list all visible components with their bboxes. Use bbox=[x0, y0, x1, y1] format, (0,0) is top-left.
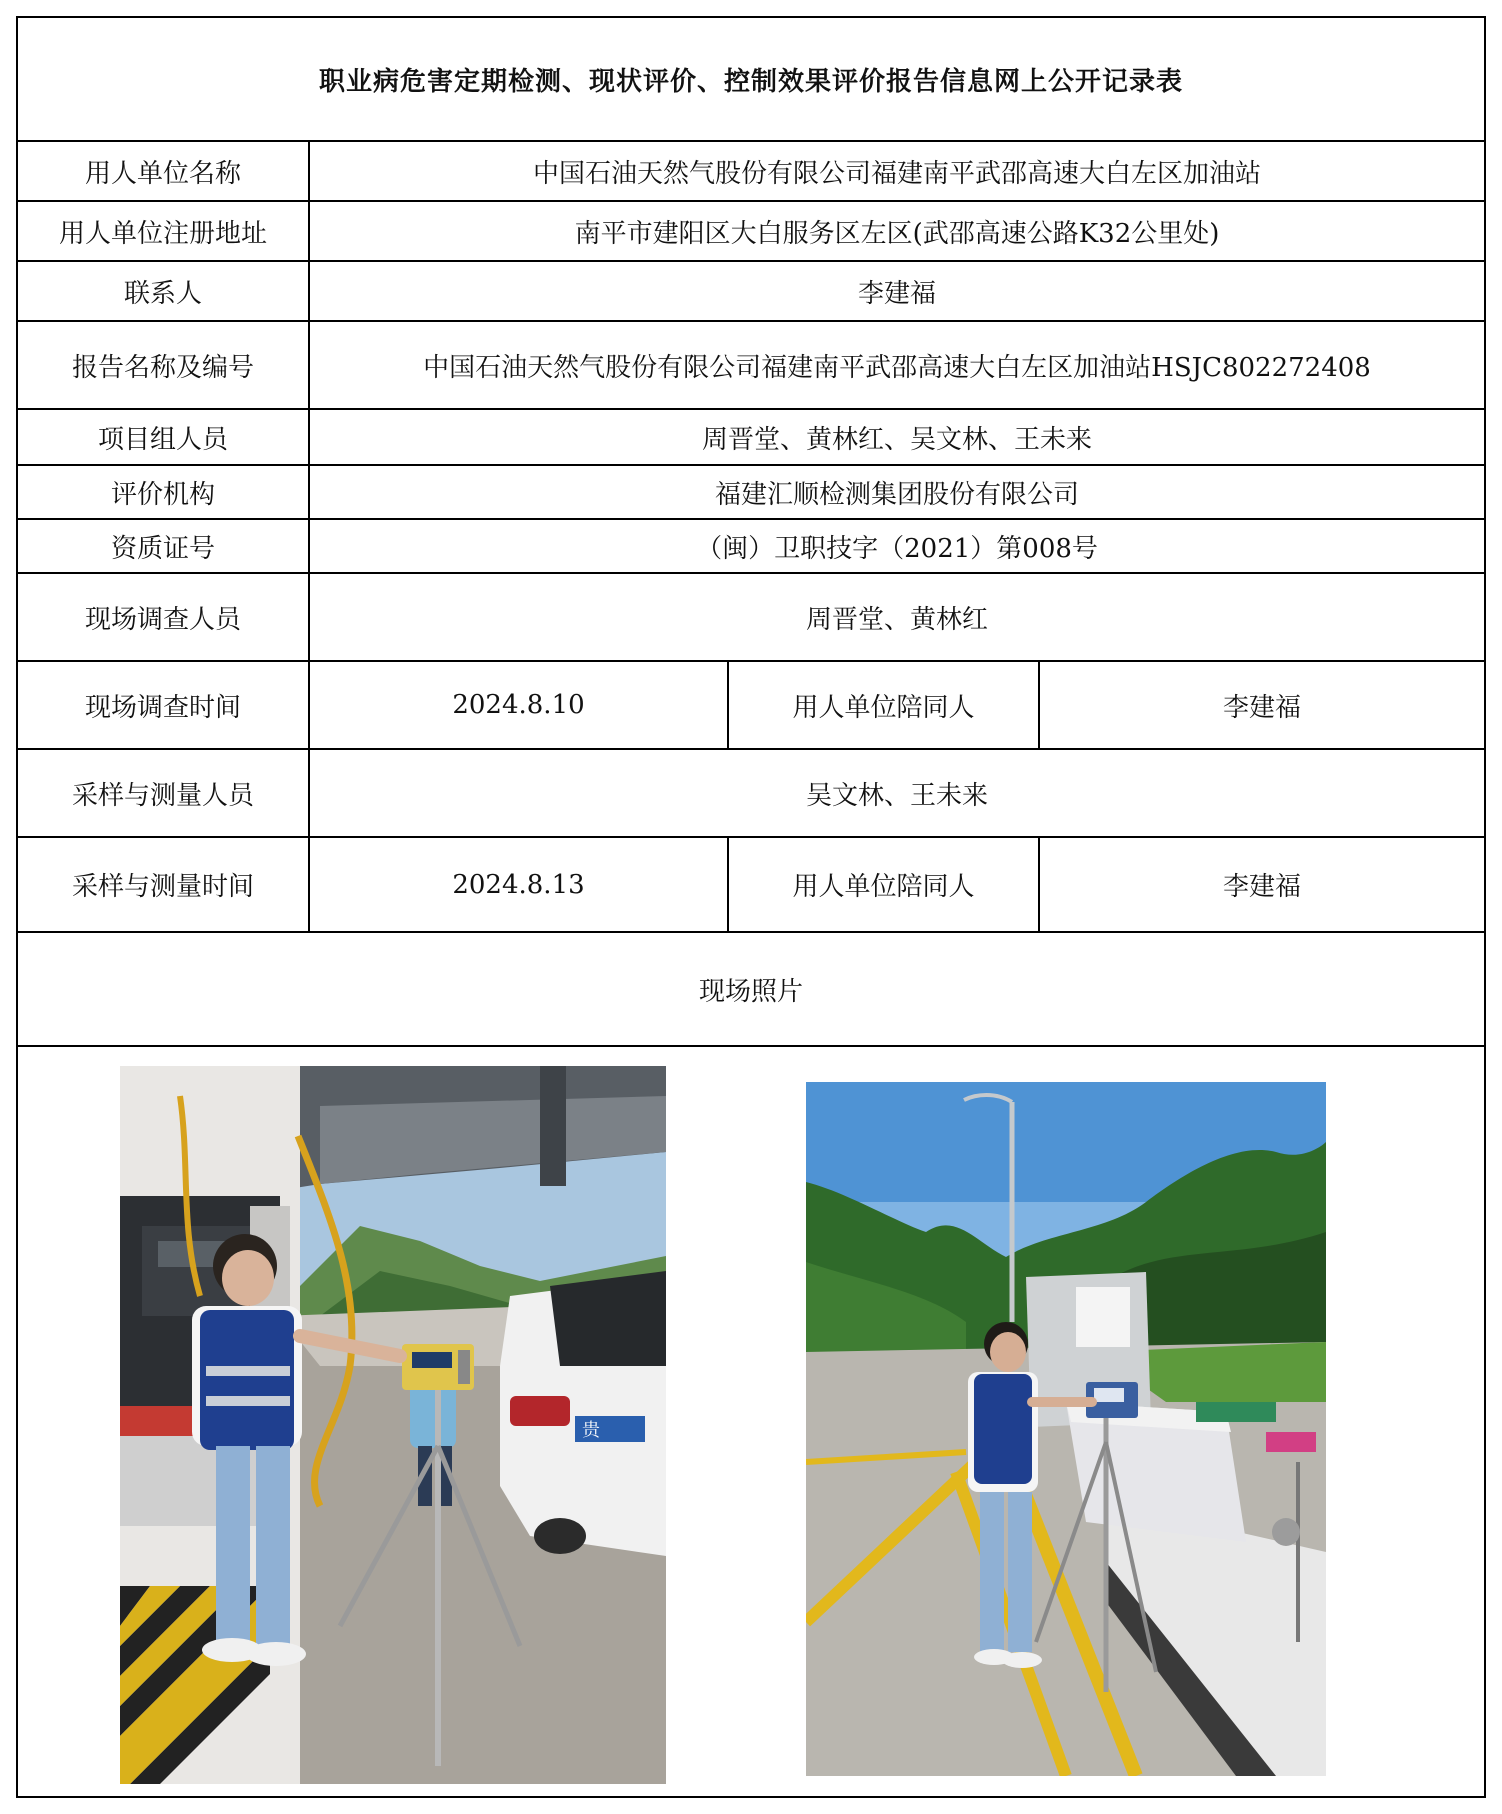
project-team-value: 周晋堂、黄林红、吴文林、王未来 bbox=[309, 409, 1484, 465]
survey-companion-label: 用人单位陪同人 bbox=[728, 661, 1039, 749]
contact-label: 联系人 bbox=[18, 261, 309, 321]
sampling-time-value: 2024.8.13 bbox=[309, 837, 728, 932]
employer-address-label: 用人单位注册地址 bbox=[18, 201, 309, 261]
contact-value: 李建福 bbox=[309, 261, 1484, 321]
sampling-staff-value: 吴文林、王未来 bbox=[309, 749, 1484, 837]
report-name-label: 报告名称及编号 bbox=[18, 321, 309, 409]
sampling-time-label: 采样与测量时间 bbox=[18, 837, 309, 932]
employer-name-label: 用人单位名称 bbox=[18, 141, 309, 201]
report-name-value: 中国石油天然气股份有限公司福建南平武邵高速大白左区加油站HSJC802272408 bbox=[309, 321, 1484, 409]
site-survey-staff-label: 现场调查人员 bbox=[18, 573, 309, 661]
survey-companion-value: 李建福 bbox=[1039, 661, 1484, 749]
qualification-label: 资质证号 bbox=[18, 519, 309, 573]
qualification-value: （闽）卫职技字（2021）第008号 bbox=[309, 519, 1484, 573]
site-photo-storage-area bbox=[806, 1082, 1326, 1776]
sampling-companion-value: 李建福 bbox=[1039, 837, 1484, 932]
site-photos-area bbox=[18, 1048, 1484, 1796]
license-plate-text: 贵 bbox=[582, 1420, 600, 1441]
record-sheet bbox=[16, 16, 1486, 1798]
sampling-staff-label: 采样与测量人员 bbox=[18, 749, 309, 837]
record-table bbox=[18, 18, 1484, 1047]
employer-address-value: 南平市建阳区大白服务区左区(武邵高速公路K32公里处) bbox=[309, 201, 1484, 261]
evaluation-org-label: 评价机构 bbox=[18, 465, 309, 519]
employer-name-value: 中国石油天然气股份有限公司福建南平武邵高速大白左区加油站 bbox=[309, 141, 1484, 201]
site-survey-time-value: 2024.8.10 bbox=[309, 661, 728, 749]
site-photos-label: 现场照片 bbox=[18, 932, 1484, 1046]
page-title: 职业病危害定期检测、现状评价、控制效果评价报告信息网上公开记录表 bbox=[18, 18, 1484, 141]
site-survey-time-label: 现场调查时间 bbox=[18, 661, 309, 749]
site-photo-fuel-pump bbox=[120, 1066, 666, 1784]
evaluation-org-value: 福建汇顺检测集团股份有限公司 bbox=[309, 465, 1484, 519]
project-team-label: 项目组人员 bbox=[18, 409, 309, 465]
sampling-companion-label: 用人单位陪同人 bbox=[728, 837, 1039, 932]
site-survey-staff-value: 周晋堂、黄林红 bbox=[309, 573, 1484, 661]
